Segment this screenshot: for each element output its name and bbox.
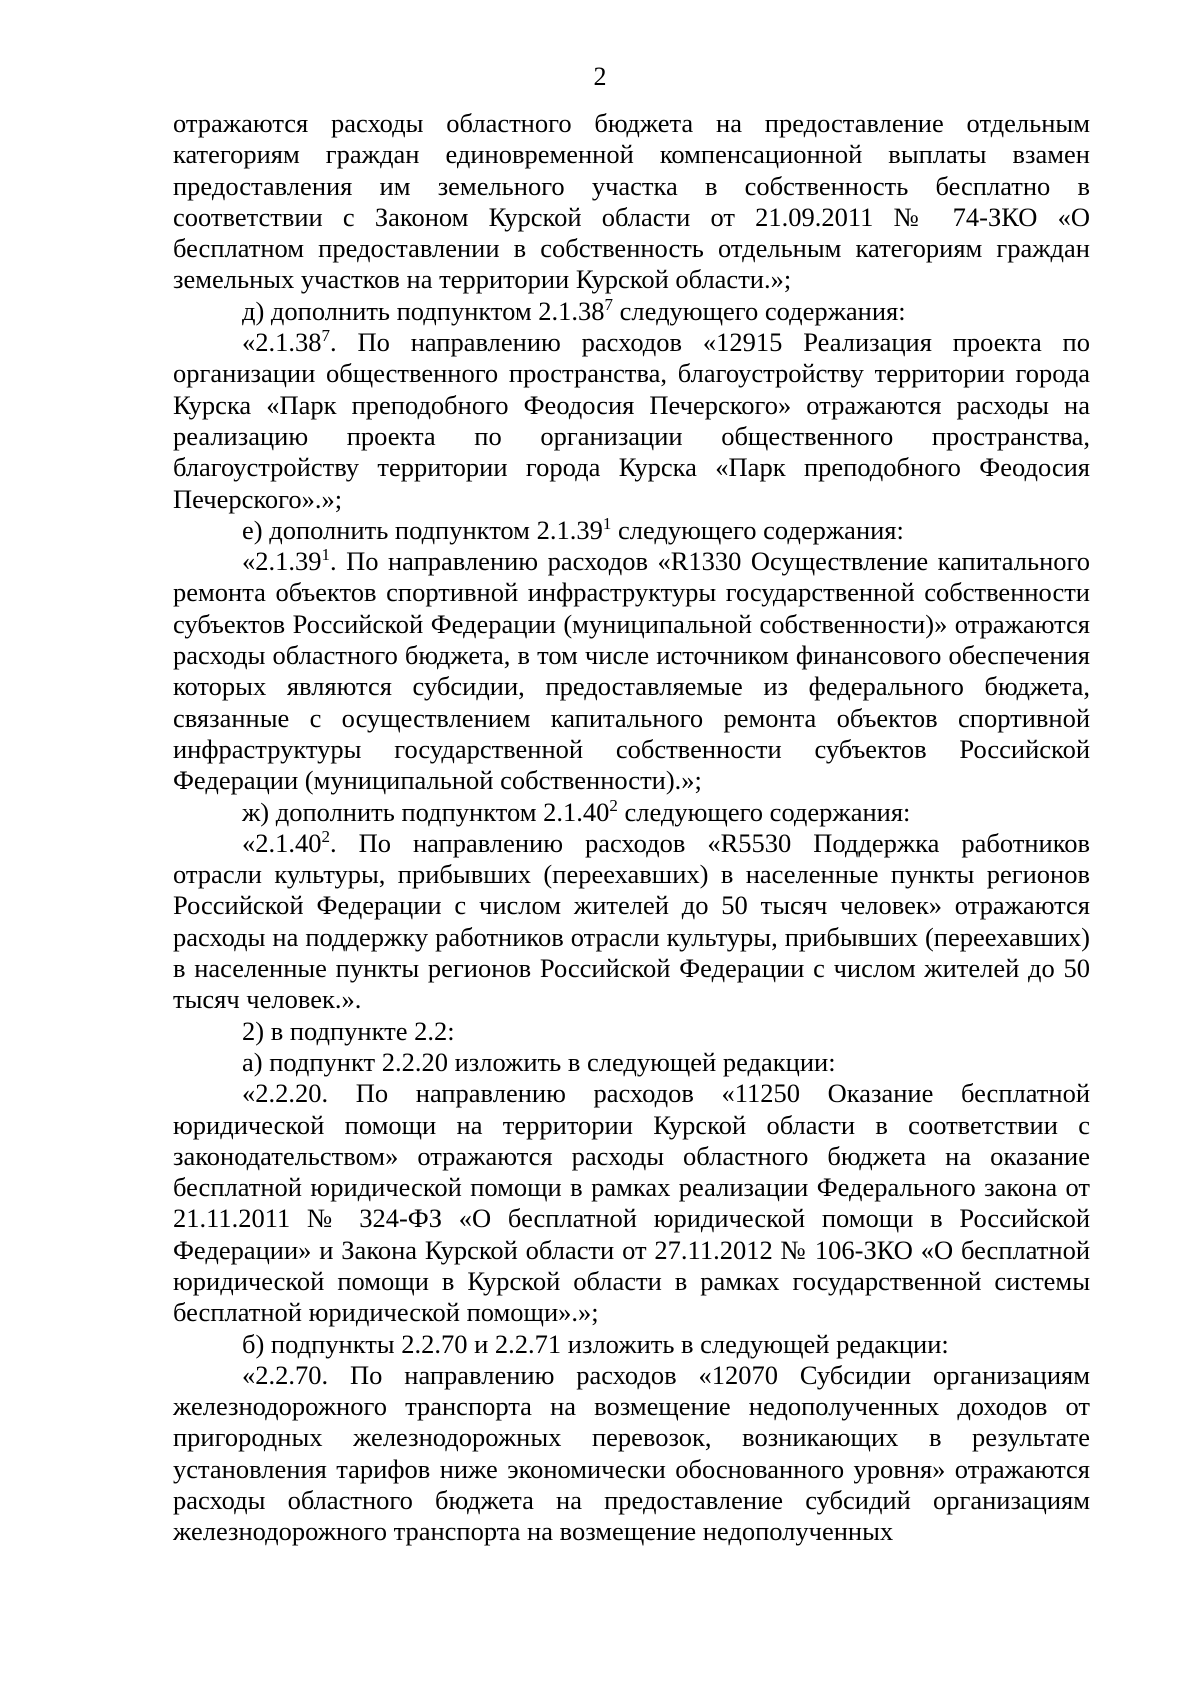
- paragraph-2-2-20: «2.2.20. По направлению расходов «11250 Оказание бесплатной юридической помощи на территории Курской области в соответствии с законодательством» отражаются расходы областного бюджета на оказание бесплатной юридической помощи в рамках реализации Федерального закона от 21.11.2011 № 324-ФЗ «О бесплатной юридической помощи в Российской Федерации» и Закона Курской области от 27.11.2012 № 106-ЗКО «О бесплатной юридической помощи в Курской области в рамках государственной системы бесплатной юридической помощи».»;: [173, 1078, 1090, 1328]
- paragraph-2-1-39-1: «2.1.39$^1$. По направлению расходов «R1330 Осуществление капитального ремонта объектов спортивной инфраструктуры государственной собственности субъектов Российской Федерации (муниципальной собственности)» отражаются расходы областного бюджета, в том числе источником финансового обеспечения которых являются субсидии, предоставляемые из федерального бюджета, связанные с осуществлением капитального ремонта объектов спортивной инфраструктуры государственной собственности субъектов Российской Федерации (муниципальной собственности).»;: [173, 545, 1090, 796]
- paragraph-item-e: е) дополнить подпунктом 2.1.39$^1$ следующего содержания:: [242, 514, 904, 545]
- paragraph-item-a: а) подпункт 2.2.20 изложить в следующей редакции:: [242, 1046, 836, 1077]
- paragraph-2-1-38-7: «2.1.38$^7$. По направлению расходов «12915 Реализация проекта по организации общественного пространства, благоустройству территории города Курска «Парк преподобного Феодосия Печерского» отражаются расходы на реализацию проекта по организации общественного пространства, благоустройству территории города Курска «Парк преподобного Феодосия Печерского».»;: [173, 326, 1090, 514]
- paragraph-continuation: отражаются расходы областного бюджета на предоставление отдельным категориям граждан единовременной компенсационной выплаты взамен предоставления им земельного участка в собственность бесплатно в соответствии с Законом Курской области от 21.09.2011 № 74-ЗКО «О бесплатном предоставлении в собственность отдельным категориям граждан земельных участков на территории Курской области.»;: [173, 108, 1090, 295]
- paragraph-2-1-40-2: «2.1.40$^2$. По направлению расходов «R5530 Поддержка работников отрасли культуры, прибывших (переехавших) в населенные пункты регионов Российской Федерации с числом жителей до 50 тысяч человек» отражаются расходы на поддержку работников отрасли культуры, прибывших (переехавших) в населенные пункты регионов Российской Федерации с числом жителей до 50 тысяч человек.».: [173, 827, 1090, 1015]
- paragraph-subpoint-2-2: 2) в подпункте 2.2:: [242, 1015, 455, 1046]
- paragraph-item-zh: ж) дополнить подпунктом 2.1.40$^2$ следующего содержания:: [242, 795, 911, 827]
- paragraph-item-b: б) подпункты 2.2.70 и 2.2.71 изложить в следующей редакции:: [242, 1328, 949, 1359]
- document-body: [173, 108, 1090, 1548]
- paragraph-2-2-70: «2.2.70. По направлению расходов «12070 Субсидии организациям железнодорожного транспорта на возмещение недополученных доходов от пригородных железнодорожных перевозок, возникающих в результате установления тарифов ниже экономически обоснованного уровня» отражаются расходы областного бюджета на предоставление субсидий организациям железнодорожного транспорта на возмещение недополученных: [173, 1359, 1090, 1547]
- page-number: 2: [593, 62, 607, 91]
- paragraph-item-d: д) дополнить подпунктом 2.1.38$^7$ следующего содержания:: [242, 294, 906, 326]
